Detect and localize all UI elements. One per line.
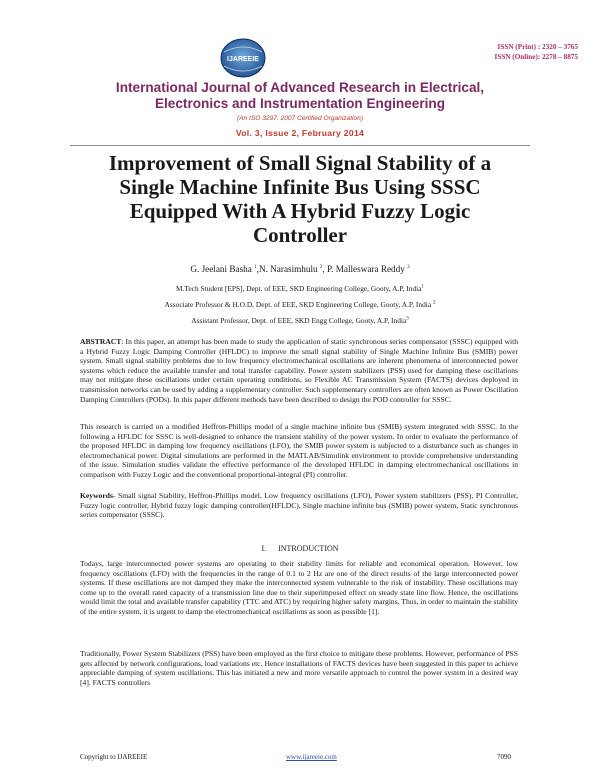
page-number: 7090	[497, 753, 511, 761]
keywords-text: - Small signal Stability, Heffron-Phillips model, Low frequency oscillations (LFO), Power system stabilizers (PSS), PI Controller, Fuzzy logic controller, Hybrid fuzzy logic damping controller(HFLDC), Single machine infinite bus (SMIB) power system, Static synchronous series compensator (SSSC).	[80, 491, 518, 520]
footer-copyright: Copyright to IJAREEIE	[80, 753, 148, 761]
keywords-label: Keywords	[80, 491, 113, 500]
author-list	[0, 264, 600, 274]
author-sup: 2	[319, 264, 323, 270]
affiliation-1: M.Tech Student [EPS], Dept. of EEE, SKD Engineering College, Gooty, A.P, India$^1$	[175, 284, 425, 293]
journal-logo	[218, 36, 268, 80]
intro-paragraph-1: Todays, large interconnected power systems are operating to their stability limits for reliable and economical operation. However, low frequency oscillations (LFO) with the frequencies in the range of 0.1 to 2 Hz are one of the direct results of the large interconnected power systems. If these oscillations are not damped they make the interconnected system vulnerable to the risk of instability. These oscillations may come up to the overall rated capacity of a transmission line due to their superimposed effect on steady state line flow. Hence, the oscillations would limit the total and available transfer capability (TTC and ATC) by requiring higher safety margins. Thus, in order to maintain the stability of the entire system, it is urgent to damp the electromechanical oscillations as soon as possible [1].	[80, 559, 518, 616]
iso-certification: (An ISO 3297: 2007 Certified Organization)	[236, 115, 364, 122]
affiliation-3: Assistant Professor, Dept. of EEE, SKD Engg College, Gooty, A.P, India$^3$	[191, 316, 409, 325]
research-paragraph: This research is carried on a modified Heffron-Phillips model of a single machine infinite bus (SMIB) system integrated with SSSC. In the following a HFLDC for SSSC is well-designed to enhance the transient stability of the power system. In order to evaluate the performance of the proposed HFLDC in damping low frequency oscillations (LFO), the SMIB power system is subjected to a disturbance such as changes in electromechanical power. Digital simulations are performed in the MATLAB/Simulink environment to provide comprehensive understanding of the issue. Simulation studies validate the effective performance of the developed HFLDC in damping electromechanical oscillations in comparison with Fuzzy Logic and the conventional proportional-integral (PI) controller.	[80, 422, 518, 479]
title-line: Equipped With A Hybrid Fuzzy Logic	[129, 199, 471, 223]
abstract	[80, 337, 518, 404]
title-line: Improvement of Small Signal Stability of a	[108, 151, 492, 175]
abstract-text: : In this paper, an attempt has been made to study the application of static synchronous series compensator (SSSC) equipped with a Hybrid Fuzzy Logic Damping Controller (HFLDC) to improve the small signal stability of Single Machine Infinite Bus (SMIB) power system. Small signal stability problems due to low frequency electromechanical oscillations are inherent phenomena of interconnected power systems which reduce the available transfer and total transfer capability. Power system stabilizers (PSS) used for damping these oscillations may not mitigate these oscillations under certain operating conditions, so Flexible AC Transmission System (FACTS) devices deployed in transmission networks can be used by adding a supplementary controller. Such supplementary controllers are often known as Power Oscillation Damping Controllers (PODs). In this paper different methods have been described to design the POD controller for SSSC.	[80, 337, 518, 404]
section-heading-introduction: I. INTRODUCTION	[261, 544, 339, 553]
author-name: G. Jeelani Basha	[190, 264, 255, 274]
keywords	[80, 491, 518, 520]
abstract-label: ABSTRACT	[80, 337, 122, 346]
author-name: ,N. Narasimhulu	[256, 264, 320, 274]
issn-print: ISSN (Print) : 2320 – 3765	[497, 43, 578, 51]
title-line: Controller	[252, 223, 348, 247]
journal-name-line2: Electronics and Instrumentation Engineering	[154, 96, 446, 111]
author-name: , P. Malleswara Reddy	[322, 264, 408, 274]
volume-issue: Vol. 3, Issue 2, February 2014	[235, 128, 365, 138]
header-divider	[70, 145, 530, 146]
affiliation-2: Associate Professor & H.O.D, Dept. of EEE, SKD Engineering College, Gooty, A.P, India $^2$	[164, 300, 436, 309]
issn-online: ISSN (Online): 2278 – 8875	[494, 53, 578, 61]
paper-title	[40, 151, 560, 247]
title-line: Single Machine Infinite Bus Using SSSC	[119, 175, 481, 199]
logo-text: IJAREEIE	[227, 56, 259, 63]
intro-paragraph-2: Traditionally, Power System Stabilizers (PSS) have been employed as the first choice to mitigate these problems. However, performance of PSS gets affected by network configurations, load variations etc. Hence installations of FACTS devices have been suggested in this paper to achieve appreciable damping of system oscillations. This has initiated a new and more versatile approach to control the power system in a desired way [4]. FACTS controllers	[80, 649, 519, 687]
footer-url-link[interactable]: www.ijareeie.com	[286, 753, 337, 761]
author-sup: 1	[254, 264, 257, 270]
author-sup: 3	[407, 264, 410, 270]
journal-name-line1: International Journal of Advanced Research in Electrical,	[115, 80, 485, 95]
